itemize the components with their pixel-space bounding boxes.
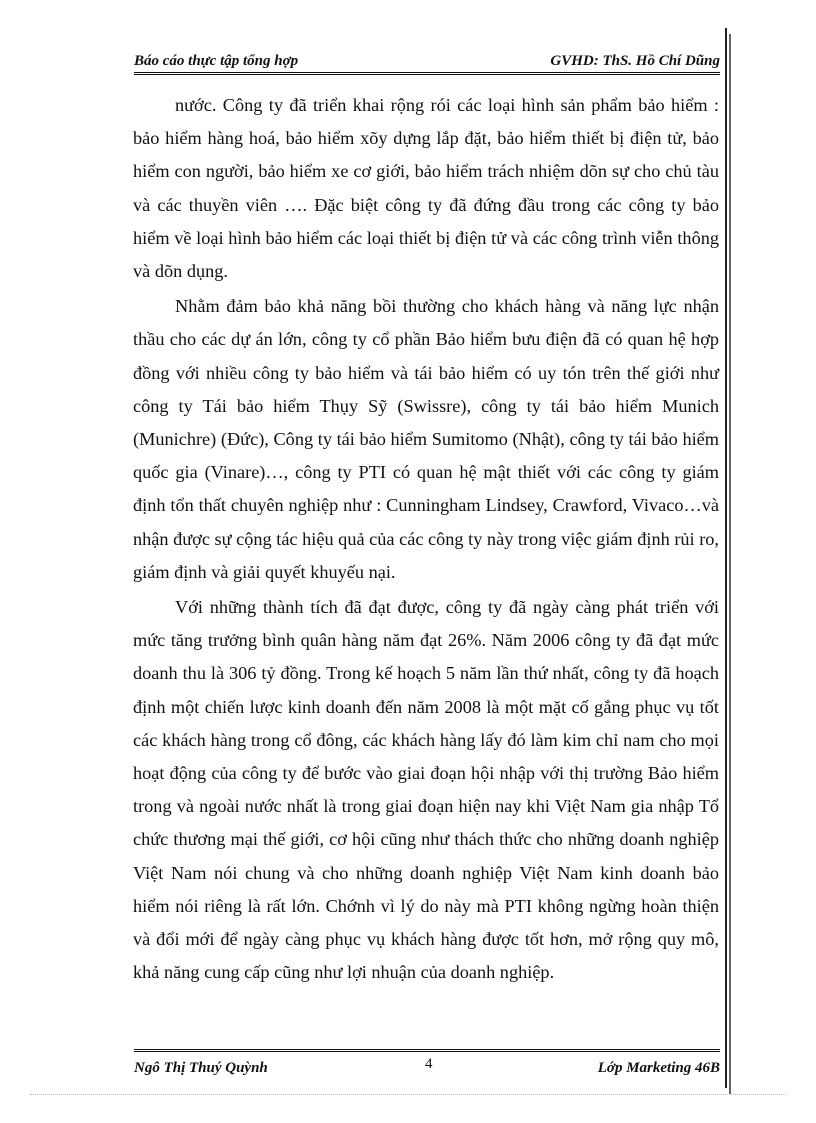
- document-body: [133, 89, 719, 989]
- page-header: [134, 46, 720, 75]
- page-number: 4: [425, 1056, 433, 1072]
- footer-author: Ngô Thị Thuý Quỳnh: [134, 1060, 268, 1076]
- header-supervisor: GVHD: ThS. Hồ Chí Dũng: [550, 53, 720, 69]
- page-footer: [134, 1049, 720, 1090]
- paragraph-2: Nhằm đảm bảo khả năng bồi thường cho khách hàng và năng lực nhận thầu cho các dự án lớn, công ty cổ phần Bảo hiểm bưu điện đã có quan hệ hợp đồng với nhiều công ty bảo hiểm và tái bảo hiểm có uy tón trên thế giới như công ty Tái bảo hiểm Thụy Sỹ (Swissre), công ty tái bảo hiểm Munich (Munichre) (Đức), Công ty tái bảo hiểm Sumitomo (Nhật), công ty tái bảo hiểm quốc gia (Vinare)…, công ty PTI có quan hệ mật thiết với các công ty giám định tổn thất chuyên nghiệp như : Cunningham Lindsey, Crawford, Vivaco…và nhận được sự cộng tác hiệu quả của các công ty này trong việc giám định rủi ro, giám định và giải quyết khuyếu nại.: [133, 296, 719, 582]
- page-bottom-divider: [30, 1094, 786, 1095]
- paragraph-1: nước. Công ty đã triển khai rộng rói các loại hình sản phẩm bảo hiểm : bảo hiểm hàng hoá, bảo hiểm xõy dựng lắp đặt, bảo hiểm thiết bị điện tử, bảo hiểm con người, bảo hiểm xe cơ giới, bảo hiểm trách nhiệm dõn sự cho chủ tàu và các thuyền viên …. Đặc biệt công ty đã đứng đầu trong các công ty bảo hiểm về loại hình bảo hiểm các loại thiết bị điện tử và các công trình viễn thông và dõn dụng.: [133, 95, 719, 282]
- footer-class: Lớp Marketing 46B: [597, 1060, 720, 1076]
- paragraph-3: Với những thành tích đã đạt được, công ty đã ngày càng phát triển với mức tăng trưởng bình quân hàng năm đạt 26%. Năm 2006 công ty đã đạt mức doanh thu là 306 tỷ đồng. Trong kế hoạch 5 năm lần thứ nhất, công ty đã hoạch định một chiến lược kinh doanh đến năm 2008 là một mặt cố gắng phục vụ tốt các khách hàng trong cổ đông, các khách hàng lấy đó làm kim chỉ nam cho mọi hoạt động của công ty để bước vào giai đoạn hội nhập với thị trường Bảo hiểm trong và ngoài nước nhất là trong giai đoạn hiện nay khi Việt Nam gia nhập Tổ chức thương mại thế giới, cơ hội cũng như thách thức cho những doanh nghiệp Việt Nam nói chung và cho những doanh nghiệp Việt Nam kinh doanh bảo hiểm nói riêng là rất lớn. Chớnh vì lý do này mà PTI không ngừng hoàn thiện và đổi mới để ngày càng phục vụ khách hàng được tốt hơn, mở rộng quy mô, khả năng cung cấp cũng như lợi nhuận của doanh nghiệp.: [133, 597, 719, 983]
- header-report-title: Báo cáo thực tập tổng hợp: [134, 53, 299, 69]
